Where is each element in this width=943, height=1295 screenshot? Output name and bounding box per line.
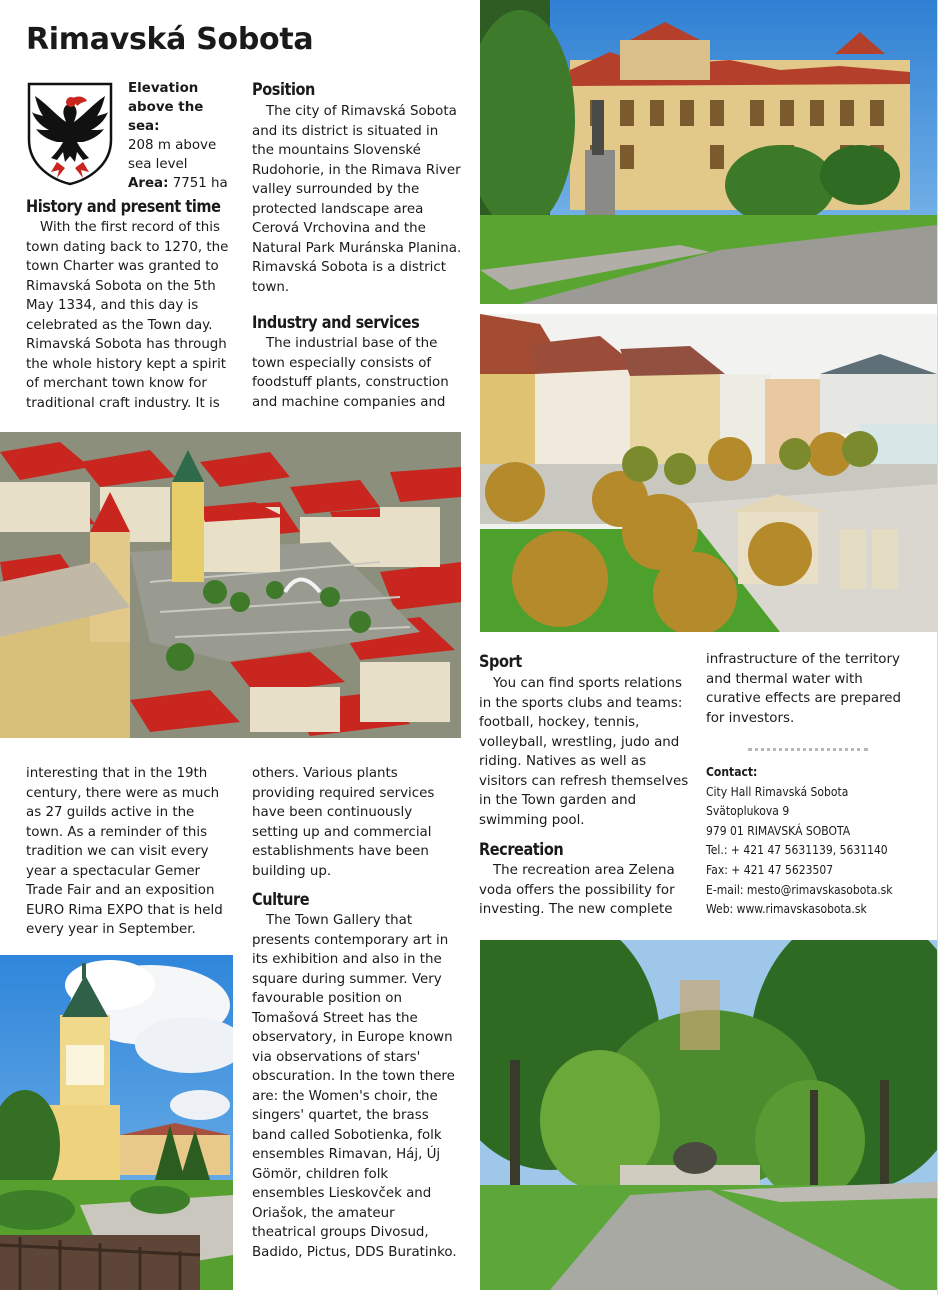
elevation-label: Elevation above the sea: <box>128 81 204 134</box>
area-value: 7751 ha <box>172 176 228 191</box>
position-heading: Position <box>252 80 315 99</box>
contact-fax: Fax: + 421 47 5623507 <box>706 862 834 877</box>
recreation-text-2: infrastructure of the territory and thermal water with curative effects are prepared for investors. <box>706 652 902 726</box>
facts-block <box>128 79 238 193</box>
photo-town-hall <box>480 0 937 304</box>
position-text: The city of Rimavská Sobota and its district is situated in the mountains Slovenské Rudohorie, in the Rimava River valley surrounded by the protected landscape area Cerová Vrchovina and the Natural Park Muránska Planina. Rimavská Sobota is a district town. <box>252 104 462 295</box>
sport-heading: Sport <box>479 652 522 671</box>
contact-email[interactable]: E-mail: mesto@rimavskasobota.sk <box>706 882 893 897</box>
industry-heading: Industry and services <box>252 313 420 332</box>
recreation-heading: Recreation <box>479 840 564 859</box>
photo-aerial-view <box>0 432 461 738</box>
industry-text-1: The industrial base of the town especially consists of foodstuff plants, construction and machine companies and <box>252 336 449 410</box>
photo-church <box>0 955 233 1290</box>
history-heading: History and present time <box>26 197 221 216</box>
contact-city: 979 01 RIMAVSKÁ SOBOTA <box>706 823 851 838</box>
contact-block <box>706 763 893 920</box>
industry-text-2: others. Various plants providing required services have been continuously setting up and commercial establishments have been building up. <box>252 766 435 879</box>
coat-of-arms <box>27 82 113 186</box>
contact-tel: Tel.: + 421 47 5631139, 5631140 <box>706 843 888 858</box>
contact-divider <box>748 748 868 751</box>
page-title: Rimavská Sobota <box>26 22 314 57</box>
contact-heading: Contact: <box>706 765 758 779</box>
sport-text: You can find sports relations in the sports clubs and teams: football, hockey, tennis, volleyball, wrestling, judo and riding. Natives as well as visitors can refresh themselves in the Town garden and swimming pool. <box>479 676 689 828</box>
contact-name: City Hall Rimavská Sobota <box>706 784 849 799</box>
culture-text: The Town Gallery that presents contemporary art in its exhibition and also in the square during summer. Very favourable position on Tomašová Street has the observatory, in Europe known via observations of stars' obscuration. In the town there are: the Women's choir, the singers' quartet, the brass band called Sobotienka, folk ensembles Rimavan, Háj, Új Gömör, children folk ensembles Lieskovček and Oriašok, the amateur theatrical groups Divosud, Badido, Pictus, DDS Buratinko. <box>252 913 457 1260</box>
area-label: Area: <box>128 176 169 191</box>
photo-town-square <box>480 314 937 632</box>
eagle-coat-of-arms-icon <box>27 82 113 186</box>
elevation-value: 208 m above sea level <box>128 138 217 172</box>
area-line <box>128 174 238 193</box>
photo-park <box>480 940 937 1290</box>
history-text-2: interesting that in the 19th century, there were as much as 27 guilds active in the town. As a reminder of this tradition we can visit every year a spectacular Gemer Trade Fair and an exposition EURO Rima EXPO that is held every year in September. <box>26 766 223 937</box>
page-border <box>937 0 938 1295</box>
history-text-1: With the first record of this town dating back to 1270, the town Charter was granted to Rimavská Sobota on the 5th May 1334, and this day is celebrated as the Town day. Rimavská Sobota has through the whole history kept a spirit of merchant town know for traditional craft industry. It is <box>26 220 229 411</box>
culture-heading: Culture <box>252 890 310 909</box>
contact-web[interactable]: Web: www.rimavskasobota.sk <box>706 902 867 917</box>
contact-street: Svätoplukova 9 <box>706 804 790 819</box>
recreation-text-1: The recreation area Zelena voda offers the possibility for investing. The new complete <box>479 863 675 917</box>
